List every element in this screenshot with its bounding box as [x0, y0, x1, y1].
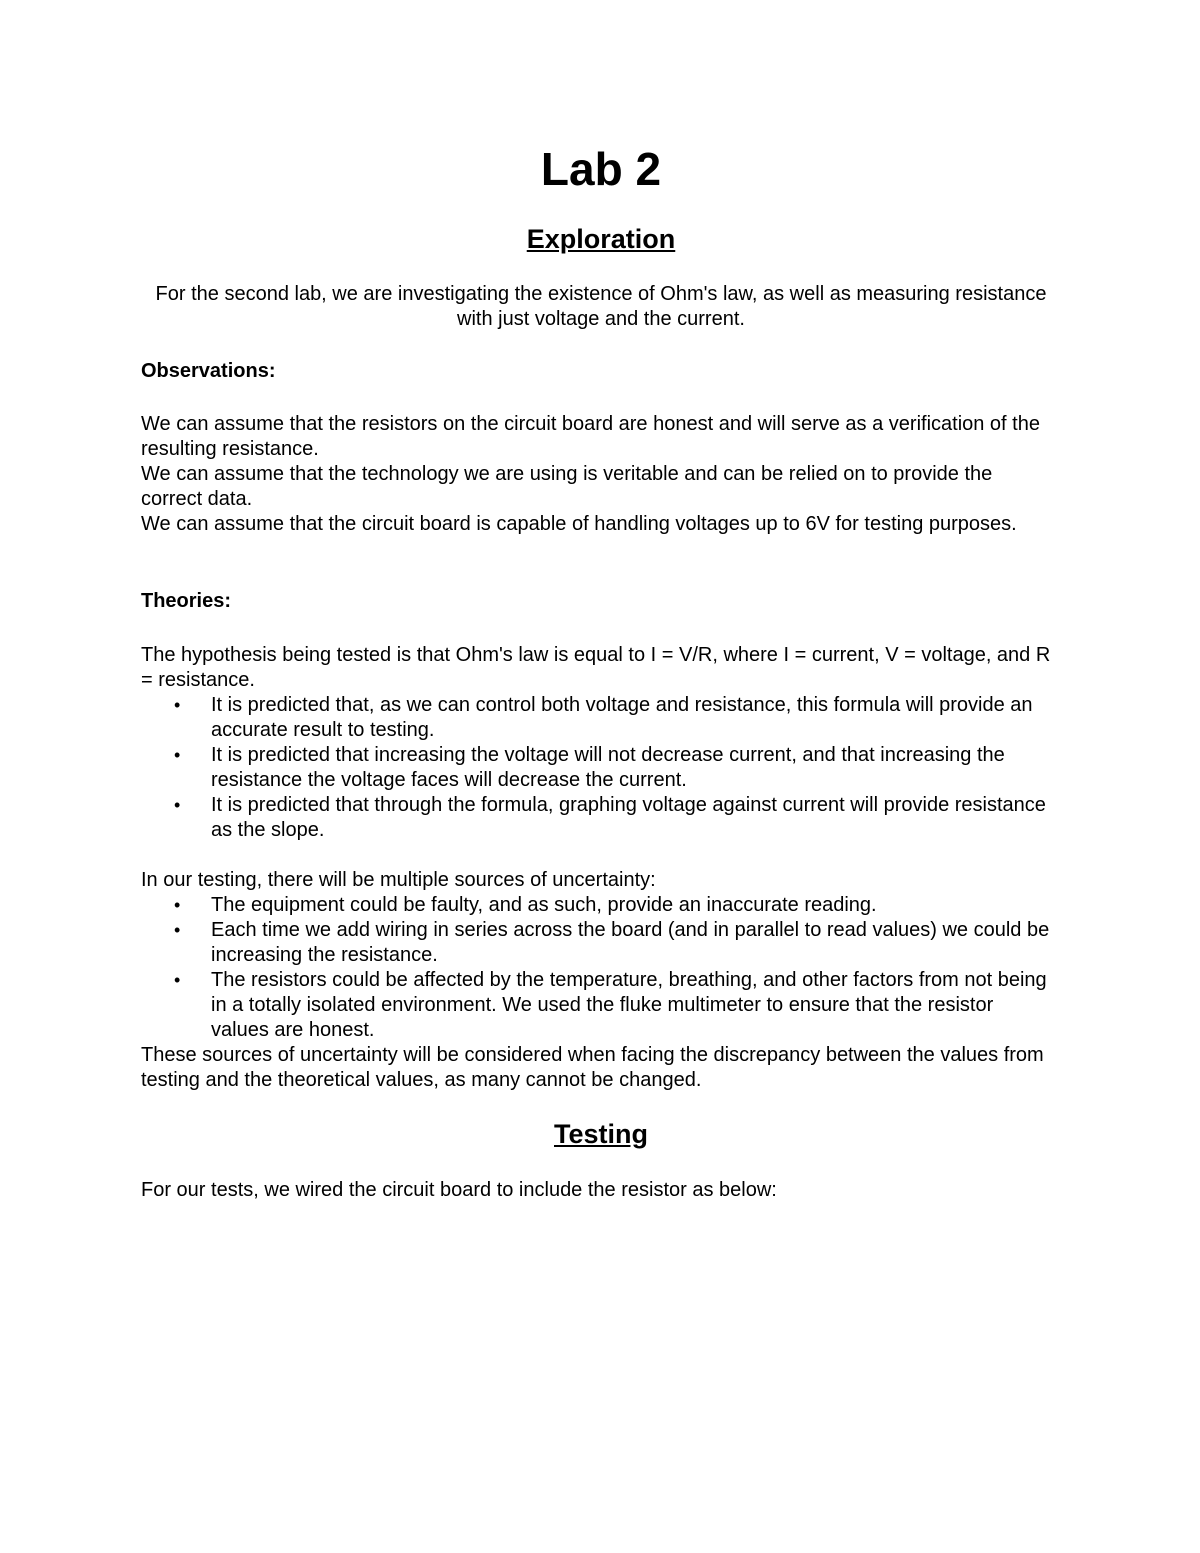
list-item-text: It is predicted that, as we can control both voltage and resistance, this formula will provide an accurate result to testing. — [211, 694, 1033, 741]
bullet-icon: • — [174, 745, 181, 765]
list-item — [141, 893, 1061, 918]
observations-heading: Observations: — [141, 360, 276, 382]
theories-block — [141, 643, 1061, 843]
uncertainty-outro: These sources of uncertainty will be considered when facing the discrepancy between the values from testing and the theoretical values, as many cannot be changed. — [141, 1044, 1044, 1091]
uncertainty-bullet-list — [141, 893, 1061, 1043]
uncertainty-block — [141, 868, 1061, 1093]
observations-list — [141, 412, 1056, 537]
observation-paragraph: We can assume that the resistors on the circuit board are honest and will serve as a verification of the resulting resistance. — [141, 413, 1040, 460]
list-item-text: It is predicted that through the formula, graphing voltage against current will provide resistance as the slope. — [211, 794, 1046, 841]
exploration-intro: For the second lab, we are investigating the existence of Ohm's law, as well as measuring resistance with just voltage and the current. — [155, 283, 1047, 330]
list-item-text: Each time we add wiring in series across the board (and in parallel to read values) we could be increasing the resistance. — [211, 919, 1050, 966]
list-item-text: The resistors could be affected by the temperature, breathing, and other factors from not being in a totally isolated environment. We used the fluke multimeter to ensure that the resistor values are honest. — [211, 969, 1047, 1041]
testing-heading: Testing — [554, 1119, 648, 1149]
bullet-icon: • — [174, 795, 181, 815]
theories-bullet-list — [141, 693, 1061, 843]
theories-intro: The hypothesis being tested is that Ohm's law is equal to I = V/R, where I = current, V = voltage, and R = resistance. — [141, 644, 1051, 691]
list-item-text: It is predicted that increasing the voltage will not decrease current, and that increasing the resistance the voltage faces will decrease the current. — [211, 744, 1005, 791]
list-item-text: The equipment could be faulty, and as such, provide an inaccurate reading. — [211, 894, 877, 916]
list-item — [141, 743, 1061, 793]
list-item — [141, 693, 1061, 743]
document-title: Lab 2 — [540, 143, 662, 195]
bullet-icon: • — [174, 695, 181, 715]
testing-intro: For our tests, we wired the circuit board to include the resistor as below: — [141, 1179, 777, 1201]
list-item — [141, 968, 1061, 1043]
bullet-icon: • — [174, 895, 181, 915]
list-item — [141, 918, 1061, 968]
exploration-heading: Exploration — [526, 224, 676, 254]
list-item — [141, 793, 1061, 843]
observation-paragraph: We can assume that the circuit board is capable of handling voltages up to 6V for testing purposes. — [141, 513, 1017, 535]
uncertainty-intro: In our testing, there will be multiple sources of uncertainty: — [141, 869, 656, 891]
bullet-icon: • — [174, 920, 181, 940]
observation-paragraph: We can assume that the technology we are using is veritable and can be relied on to provide the correct data. — [141, 463, 993, 510]
bullet-icon: • — [174, 970, 181, 990]
theories-heading: Theories: — [141, 590, 232, 612]
